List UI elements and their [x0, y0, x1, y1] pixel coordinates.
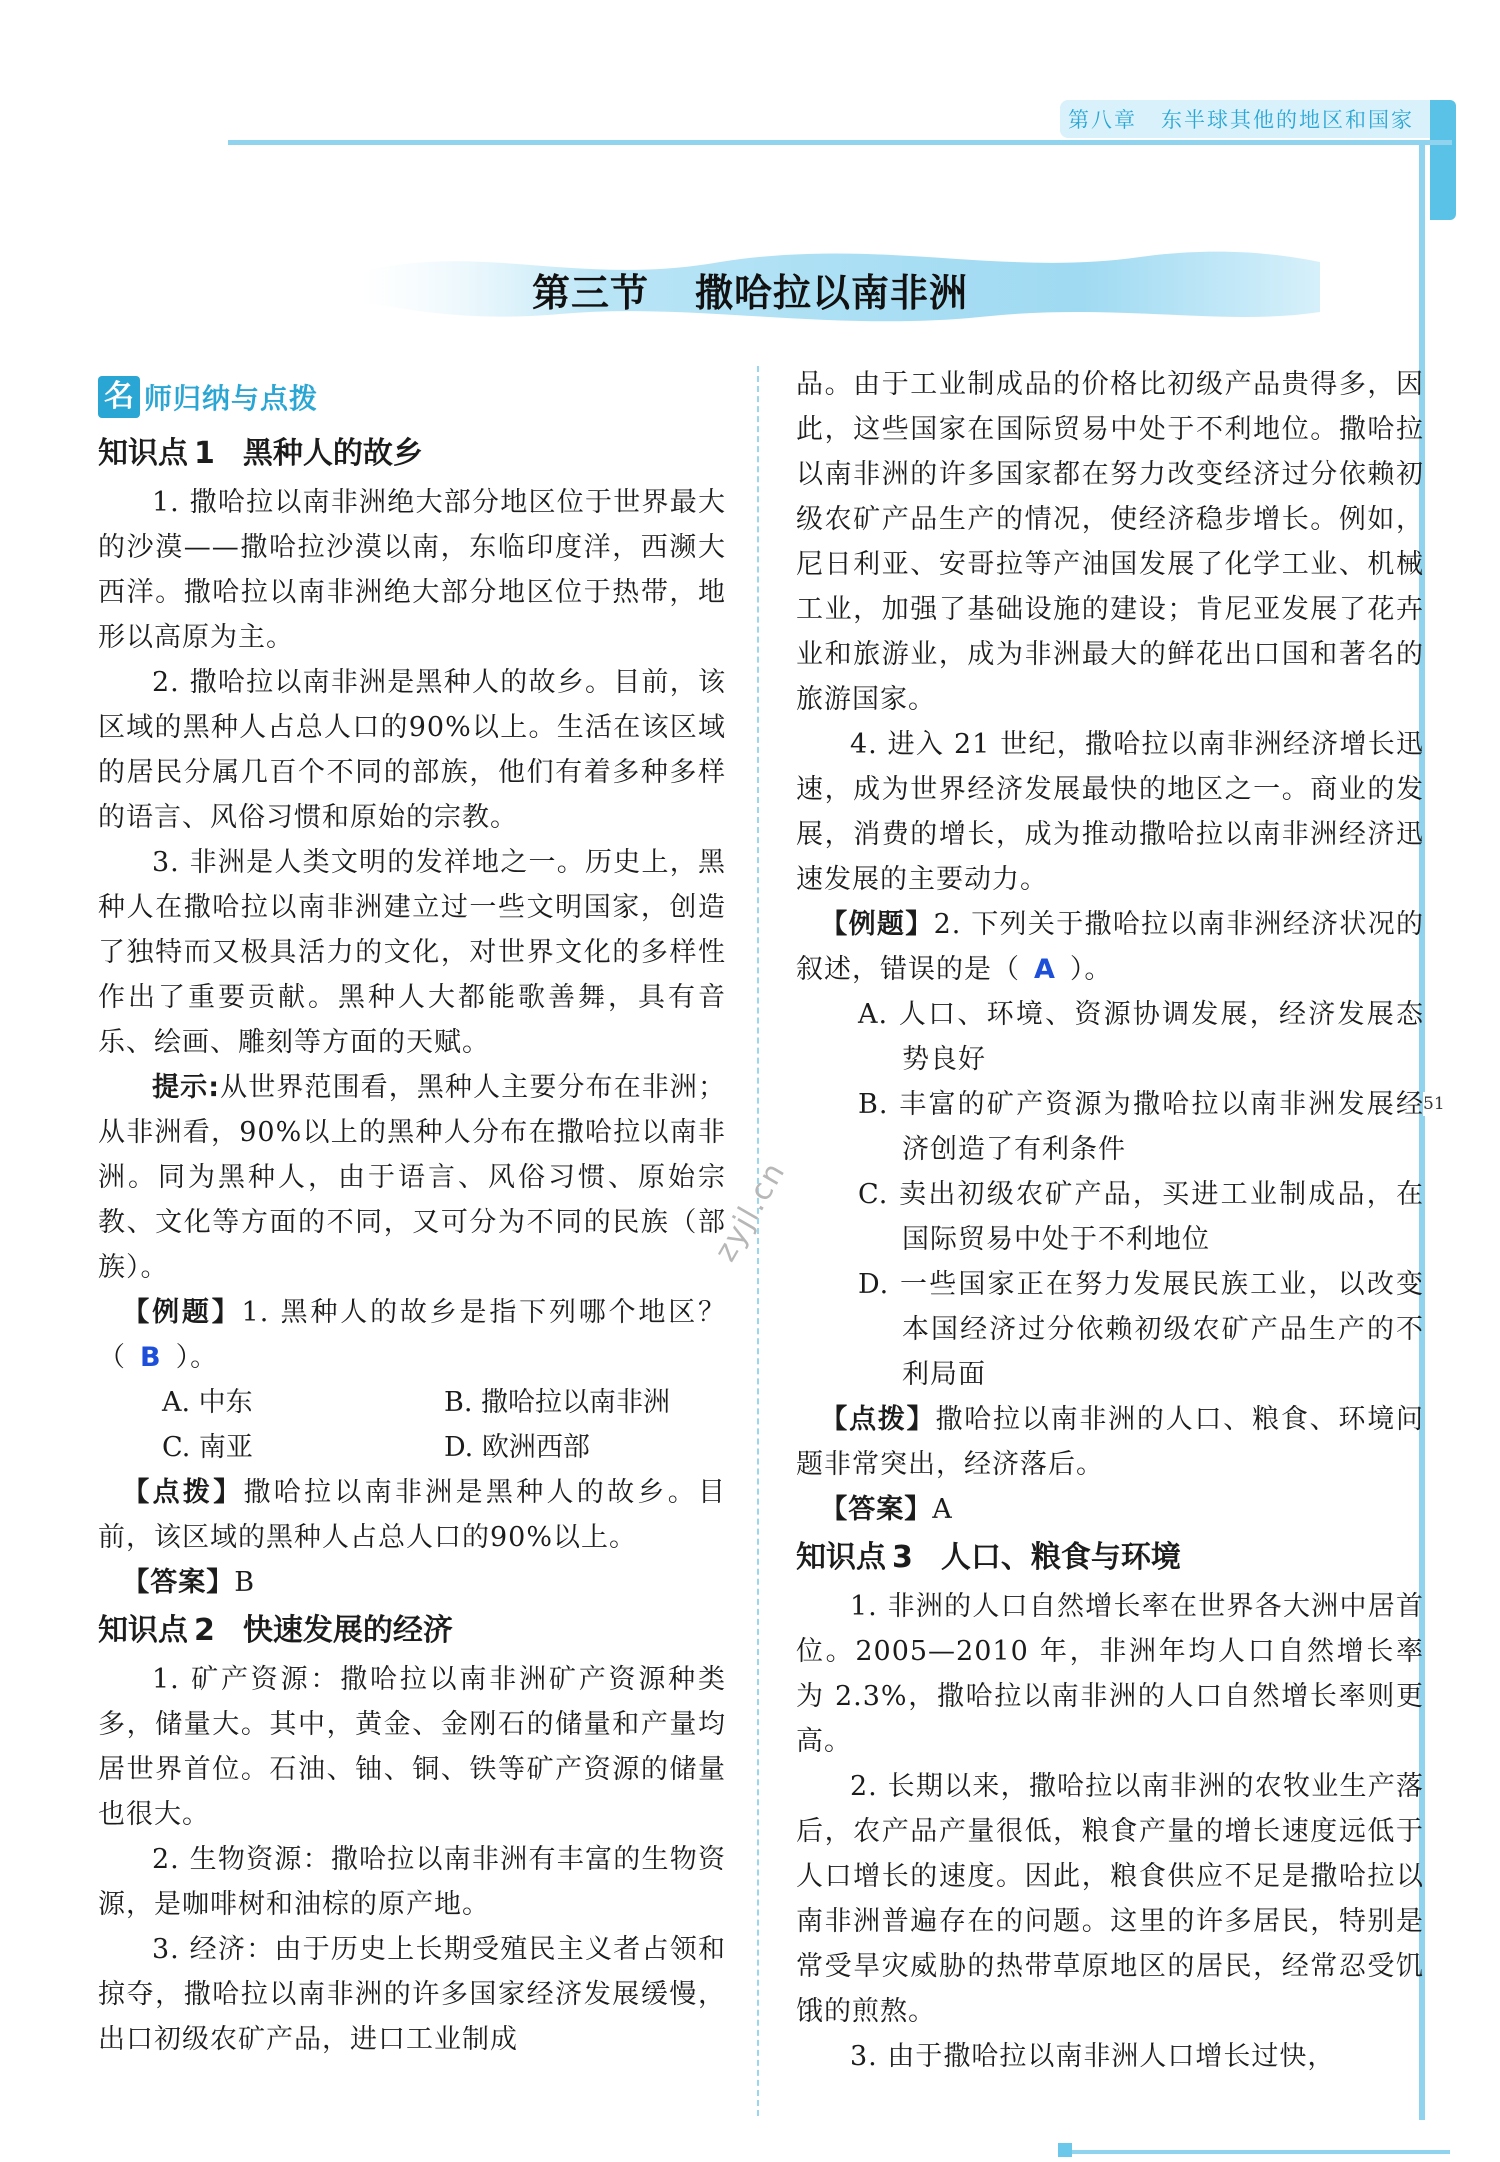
kp-number: 2 [194, 1613, 215, 1648]
section-badge [98, 372, 726, 422]
answer-text: B [234, 1567, 256, 1598]
watermark: zyjl.cn [708, 1155, 793, 1268]
comment-label: 【点拨】 [820, 1404, 936, 1435]
option-a: A. 中东 [162, 1387, 253, 1418]
kp-label: 知识点 [98, 436, 188, 471]
section-name: 撒哈拉以南非洲 [695, 271, 969, 315]
example-question: 2. 下列关于撒哈拉以南非洲经济状况的叙述，错误的是（ [796, 909, 1425, 985]
kp1-options [98, 1380, 726, 1470]
kp-label: 知识点 [98, 1613, 188, 1648]
kp-label: 知识点 [796, 1540, 886, 1575]
kp2-option-c: C. 卖出初级农矿产品，买进工业制成品，在国际贸易中处于不利地位 [858, 1179, 1424, 1255]
kp2-example [796, 902, 1424, 992]
answer-label: 【答案】 [820, 1494, 933, 1525]
kp2-option-b: B. 丰富的矿产资源为撒哈拉以南非洲发展经济创造了有利条件 [858, 1089, 1424, 1165]
running-header [1068, 104, 1414, 134]
kp-title: 黑种人的故乡 [242, 436, 423, 471]
header-tab-edge [1430, 100, 1456, 220]
bottom-marker [1058, 2143, 1072, 2157]
kp1-comment [98, 1470, 726, 1560]
kp2-option-a: A. 人口、环境、资源协调发展，经济发展态势良好 [858, 999, 1424, 1075]
left-column [98, 360, 726, 2062]
kp2-paragraph-4: 4. 进入 21 世纪，撒哈拉以南非洲经济增长迅速，成为世界经济发展最快的地区之一。商业的发展，消费的增长，成为推动撒哈拉以南非洲经济迅速发展的主要动力。 [796, 729, 1424, 895]
comment-text: 撒哈拉以南非洲是黑种人的故乡。目前，该区域的黑种人占总人口的90%以上。 [98, 1477, 727, 1553]
kp1-paragraph-2: 2. 撒哈拉以南非洲是黑种人的故乡。目前，该区域的黑种人占总人口的90%以上。生活在该区域的居民分属几百个不同的部族，他们有着多种多样的语言、风俗习惯和原始的宗教。 [98, 667, 726, 833]
answer-label: 【答案】 [122, 1567, 235, 1598]
example-end: ）。 [175, 1342, 219, 1373]
kp1-hint [98, 1065, 726, 1290]
badge-icon: 名 [98, 376, 140, 418]
option-b: B. 撒哈拉以南非洲 [444, 1387, 671, 1418]
chapter-title: 东半球其他的地区和国家 [1161, 108, 1414, 132]
kp2-paragraph-3a: 3. 经济：由于历史上长期受殖民主义者占领和掠夺，撒哈拉以南非洲的许多国家经济发展缓慢，出口初级农矿产品，进口工业制成 [98, 1934, 726, 2055]
kp3-heading [796, 1532, 1424, 1584]
example-answer: B [140, 1342, 162, 1373]
kp2-paragraph-2: 2. 生物资源：撒哈拉以南非洲有丰富的生物资源，是咖啡树和油棕的原产地。 [98, 1844, 726, 1920]
section-title [0, 262, 1500, 317]
kp2-heading [98, 1605, 726, 1657]
badge-label: 师归纳与点拨 [144, 382, 319, 415]
comment-label: 【点拨】 [122, 1477, 244, 1508]
kp2-paragraph-1: 1. 矿产资源：撒哈拉以南非洲矿产资源种类多，储量大。其中，黄金、金刚石的储量和产量均居世界首位。石油、铀、铜、铁等矿产资源的储量也很大。 [98, 1664, 726, 1830]
example-end: ）。 [1069, 954, 1113, 985]
kp3-paragraph-3: 3. 由于撒哈拉以南非洲人口增长过快， [850, 2041, 1336, 2072]
hint-text: 从世界范围看，黑种人主要分布在非洲；从非洲看，90%以上的黑种人分布在撒哈拉以南非洲。同为黑种人，由于语言、风俗习惯、原始宗教、文化等方面的不同，又可分为不同的民族（部族）。 [98, 1072, 726, 1283]
kp-title: 快速发展的经济 [242, 1613, 453, 1648]
comment-text: 撒哈拉以南非洲的人口、粮食、环境问题非常突出，经济落后。 [796, 1404, 1424, 1480]
kp-title: 人口、粮食与环境 [940, 1540, 1181, 1575]
page-number: 51 [1423, 1094, 1445, 1114]
chapter-number: 第八章 [1068, 108, 1137, 132]
kp-number: 3 [892, 1540, 913, 1575]
kp1-heading [98, 428, 726, 480]
column-divider [757, 366, 759, 2116]
bottom-rule [1060, 2150, 1450, 2154]
example-label: 【例题】 [122, 1297, 242, 1328]
section-number: 第三节 [531, 271, 649, 315]
kp1-paragraph-1: 1. 撒哈拉以南非洲绝大部分地区位于世界最大的沙漠——撒哈拉沙漠以南，东临印度洋，西濒大西洋。撒哈拉以南非洲绝大部分地区位于热带，地形以高原为主。 [98, 487, 726, 653]
kp2-paragraph-3b: 品。由于工业制成品的价格比初级产品贵得多，因此，这些国家在国际贸易中处于不利地位。撒哈拉以南非洲的许多国家都在努力改变经济过分依赖初级农矿产品生产的情况，使经济稳步增长。例如，尼日利亚、安哥拉等产油国发展了化学工业、机械工业，加强了基础设施的建设；肯尼亚发展了花卉业和旅游业，成为非洲最大的鲜花出口国和著名的旅游国家。 [796, 369, 1424, 715]
example-label: 【例题】 [820, 909, 934, 940]
kp1-paragraph-3: 3. 非洲是人类文明的发祥地之一。历史上，黑种人在撒哈拉以南非洲建立过一些文明国家，创造了独特而又极具活力的文化，对世界文化的多样性作出了重要贡献。黑种人大都能歌善舞，具有音乐、绘画、雕刻等方面的天赋。 [98, 847, 726, 1058]
top-rule [228, 140, 1452, 145]
kp2-comment [796, 1397, 1424, 1487]
kp1-answer [98, 1560, 726, 1605]
example-answer: A [1034, 954, 1056, 985]
kp3-paragraph-2: 2. 长期以来，撒哈拉以南非洲的农牧业生产落后，农产品产量很低，粮食产量的增长速度远低于人口增长的速度。因此，粮食供应不足是撒哈拉以南非洲普遍存在的问题。这里的许多居民，特别是常受旱灾威胁的热带草原地区的居民，经常忍受饥饿的煎熬。 [796, 1771, 1424, 2027]
kp3-paragraph-1: 1. 非洲的人口自然增长率在世界各大洲中居首位。2005—2010 年，非洲年均人口自然增长率为 2.3%，撒哈拉以南非洲的人口自然增长率则更高。 [796, 1591, 1424, 1757]
option-d: D. 欧洲西部 [444, 1432, 590, 1463]
right-column [796, 362, 1424, 2079]
answer-text: A [932, 1494, 953, 1525]
kp2-answer [796, 1487, 1424, 1532]
hint-label: 提示: [152, 1072, 221, 1103]
kp-number: 1 [194, 436, 215, 471]
example-question: 1. 黑种人的故乡是指下列哪个地区？（ [98, 1297, 726, 1373]
kp2-option-d: D. 一些国家正在努力发展民族工业，以改变本国经济过分依赖初级农矿产品生产的不利局面 [858, 1269, 1424, 1390]
option-c: C. 南亚 [162, 1432, 253, 1463]
kp1-example [98, 1290, 726, 1380]
